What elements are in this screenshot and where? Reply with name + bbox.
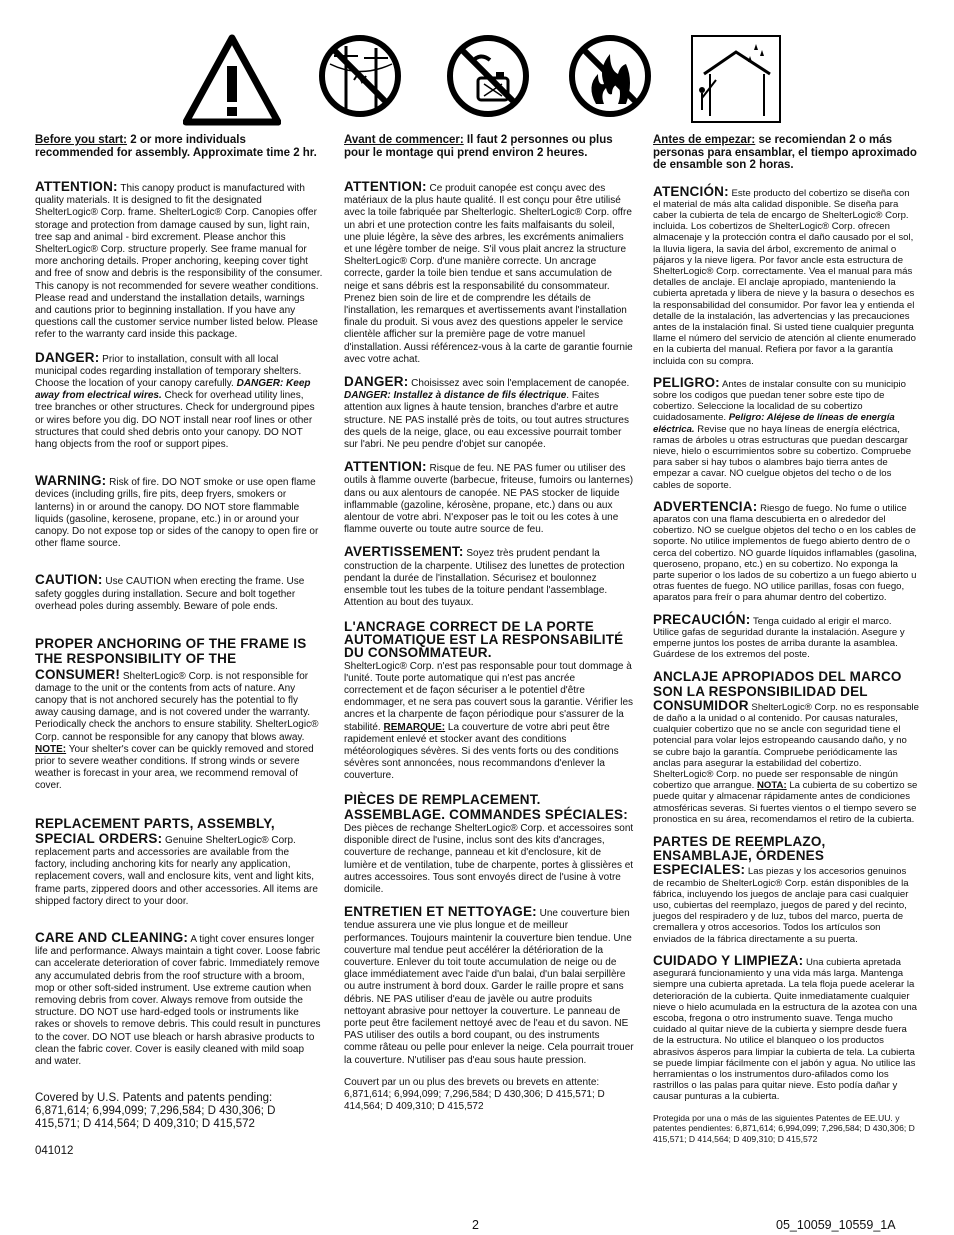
caution-section: CAUTION: Use CAUTION when erecting the frame. Use safety goggles during installation. Secure and bolt together overhead poles during assembly. Beware of pole ends. xyxy=(35,572,305,612)
safety-icons-row xyxy=(0,34,954,134)
attention-section: ATTENTION: This canopy product is manufactured with quality materials. It is designed to fit the designated ShelterLogic® Corp. frame. ShelterLogic® Corp. Canopies offer storage and protection from damage caused by sun, light rain, tree sap and animal - bird excrement. Please anchor this ShelterLogic® Corp. structure properly. See frame manual for more anchoring details. Proper anchoring, keeping cover tight and free of snow and debris is the responsibility of the consumer. This canopy is not recommended for severe weather conditions. Please read and understand the installation details, warnings and cautions prior to beginning installation. If you have any questions call the customer service number listed below. Please refer to the warranty card inside this package. xyxy=(35,179,323,341)
care-section-fr: ENTRETIEN ET NETTOYAGE: Une couverture bien tendue assurera une vie plus longue et de meilleur performances. Toujours maintenir la couverture bien tendue. Une couverture mal tendue peut accélérer la détérioration de la couverture. Enlever du toit toute accumulation de neige ou de glace immédiatement avec l'aide d'un balai, d'un balai serpillère ou autre instrument à bord doux. Garder le raille propre et sans débris. NE PAS utiliser d'eau de javèle ou autre produits nettoyant abrasive pour nettoyer la couverture. Le panneau de porte peut être facilement nettoyé avec de l'eau et du savon. NE PAS utiliser des outils a bord coupant, ou des instruments comme râteau ou pelle pour enlever la neige. Cela pourrait trouer la couverture. N'utiliser pas d'eau sous haute pression. xyxy=(344,904,634,1066)
document-code: 05_10059_10559_1A xyxy=(776,1218,896,1232)
replacement-parts-section: REPLACEMENT PARTS, ASSEMBLY, SPECIAL ORDERS: Genuine ShelterLogic® Corp. replacement parts and accessories are available from the factory, including anchoring kits for nearly any application, replacement covers, wall and enclosure kits, vent and light kits, frame parts, zippered doors and other accessories. All items are shipped factory direct to your door. xyxy=(35,815,318,907)
anchoring-section-fr: L'ANCRAGE CORRECT DE LA PORTE AUTOMATIQUE EST LA RESPONSABILITÉ DU CONSOMMATEUR. ShelterLogic® Corp. n'est pas responsable pour tout dommage à l'unité. Toute porte automatique qui n'est pas ancrée correctement et de façon sécuriser a le potentiel d'être endommager, et ne sera pas couvert sous la garantie. Vérifier les ancres et la charpente de façon périodique pour s'assurer de la stabilité. REMARQUE: La couverture de votre abri peut être rapidement enlevé et stocker avant des conditions météorologiques sévères. Si des vents forts ou des conditions sévères sont annoncées, nous recommandons d'enlever la couverture. xyxy=(344,618,634,782)
french-column xyxy=(344,134,634,1123)
snow-removal-icon xyxy=(690,34,782,124)
danger-section: DANGER: Prior to installation, consult with all local municipal codes regarding installation of temporary shelters. Choose the location of your canopy carefully. DANGER: Keep away from electrical wires. Check for overhead utility lines, tree branches or other structures. Check for underground pipes or wires before you dig. DO NOT install near roof lines or other structures that could shed debris onto your canopy. DO NOT hang objects from the roof or support pipes. xyxy=(35,349,315,451)
intro-fr: Avant de commencer: Il faut 2 personnes ou plus pour le montage qui prend environ 2 heures. xyxy=(344,134,613,159)
care-section: CARE AND CLEANING: A tight cover ensures longer life and performance. Always maintain a tight cover. Loose fabric can accelerate deterioration of cover fabric. Immediately remove any accumulated debris from the roof structure with a broom, mop or other soft-sided instrument. Use extreme caution when removing debris from cover. Always remove from outside the structure. DO NOT use hard-edged tools or instruments like rakes or shovels to remove debris. This could result in punctures to the cover. DO NOT use bleach or harsh abrasive products to clean the fabric cover. Cover is easily cleaned with mild soap and water. xyxy=(35,929,321,1067)
page-number: 2 xyxy=(472,1218,479,1232)
patents-fr: Couvert par un ou plus des brevets ou brevets en attente: 6,871,614; 6,994,099; 7,296,584; D 430,306; D 415,571; D 414,564; D 409,310; D 415,572 xyxy=(344,1076,605,1113)
advertencia-section: ADVERTENCIA: Riesgo de fuego. No fume o utilice aparatos con una flama descubierta en o alrededor del cobertizo. NO se cuelgue objetos del techo o en los cables de soporte. No utilice implementos de fuego abierto dentro de o cerca del cobertizo. NO guarde líquidos inflamables (gasolina, queroseno, propano, etc.) en su cobertizo. No exponga la parte superior o los lados de su cobertizo a un fuego abierto u otras fuentes de fuego. NO utilice parillas, fosas con fuego, aparatos para freír o para ahumar dentro del cobertizo. xyxy=(653,498,917,604)
danger-section-fr: DANGER: Choisissez avec soin l'emplacement de canopée. DANGER: Installez à distance de fils électrique. Faites attention aux lignes à haute tension, branches d'arbre et autre structure. NE PAS installé près de toits, ou tout autres structures des quels de la neige, glace, ou eau excessive pourrait tomber sur l'abri. Ne peu pendre d'objet sur canopée. xyxy=(344,374,630,451)
anchoring-section: PROPER ANCHORING OF THE FRAME IS THE RESPONSIBILITY OF THE CONSUMER! ShelterLogic® Corp. is not responsible for damage to the unit or the contents from acts of nature. Any canopy that is not anchored securely has the potential to fly away causing damage, and is not covered under the warranty. Periodically check the anchors to ensure stability. ShelterLogic® Corp. cannot be responsible for any canopy that blows away. NOTE: Your shelter's cover can be quickly removed and stored prior to severe weather conditions. If strong winds or severe weather is forecast in your area, we recommend removal of cover. xyxy=(35,636,319,792)
avertissement-section: AVERTISSEMENT: Soyez très prudent pendant la construction de la charpente. Utilisez des lunettes de protection pendant la durée de l'installation. Sécurisez et boulonnez ensemble tout les tubes de la toiture pendant l'assemblage. Attention au bout des tuyaux. xyxy=(344,544,625,609)
no-fire-icon xyxy=(568,34,652,118)
no-power-lines-icon xyxy=(318,34,402,118)
fire-section-fr: ATTENTION: Risque de feu. NE PAS fumer ou utiliser des outils à flamme ouverte (barbecue, friteuse, fumoirs ou lanternes) dans ou aux alentours de canopée. NE PAS stocker de liquide inflammable (gazoline, kérosène, propane, etc.) dans ou aux alentour de votre abri. N'exposer pas le toit ou les cotes à une flamme ouverte ou toute autre source de feu. xyxy=(344,459,634,536)
spanish-column xyxy=(653,134,919,1154)
intro-es: Antes de empezar: se recomiendan 2 o más personas para ensamblar, el tiempo aproximado de ensamble son 2 horas. xyxy=(653,134,917,171)
attention-section-fr: ATTENTION: Ce produit canopée est conçu avec des matériaux de la plus haute qualité. Il est conçu pour être utilisé avec la toile fabriquée par Shelterlogic. ShelterLogic® Corp. offre un abri et une protection contre les faits malfaisants du soleil, une pluie légère, la sève des arbres, les excréments animaliers et une légère tomber de neige. S'il vous plait ancrez la structure ShelterLogic® Corp. d'une manière correcte. Un ancrage correcte, garder la toile bien tendue et sans accumulation de neige et sans débris est la responsabilité du consommateur. Prenez bien soin de lire et de comprendre les détails de l'installation, les remarques et avertissements avant l'installation finale du produit. Si vous avez des questions appeler le service clientèle afficher sur la première page de votre manuel d'installation. Aussi référencez-vous à la carte de garantie fournie avec votre achat. xyxy=(344,179,633,365)
peligro-section: PELIGRO: Antes de instalar consulte con su municipio sobre los codigos que puedan tener sobre este tipo de cobertizo. Seleccione la localidad de su cobertizo cuidadosamente. Peligro: Aléjese de líneas de energía eléctrica. Revise que no haya líneas de energía eléctrica, ramas de árboles u otras estructuras que puedan descargar nieve, hielo o escurrimientos sobre su cobertizo. Compruebe para saber si hay tubos o alambres bajo tierra antes de empezar a cavar. NO cuelgue objetos del techo o de los cables de soporte. xyxy=(653,374,912,491)
no-flammable-liquids-icon xyxy=(446,34,530,118)
english-column xyxy=(35,134,323,1167)
warning-section: WARNING: Risk of fire. DO NOT smoke or use open flame devices (including grills, fire pits, deep fryers, smokers or lanterns) in or around the canopy. DO NOT store flammable liquids (gasoline, kerosene, propane, etc.) in or around your canopy. Do not expose top or sides of the canopy to open fire or other flame source. xyxy=(35,473,319,550)
intro-en: Before you start: 2 or more individuals recommended for assembly. Approximate time 2 hr. xyxy=(35,134,317,159)
patents-es: Protegida por una o más de las siguientes Patentes de EE.UU. y patentes pendientes: 6,871,614; 6,994,099; 7,296,584; D 430,306; D 415,571; D 414,564; D 409,310; D 415,572 xyxy=(653,1112,915,1144)
replacement-parts-section-es: PARTES DE REEMPLAZO, ENSAMBLAJE, ÓRDENES ESPECIALES: Las piezas y los accesorios genuinos de recambio de ShelterLogic® Corp. están disponibles de la fábrica, incluyendo los juegos de anclaje para casi cualquier uso, cubiertas del reemplazo, juegos de pared y del recinto, juegos del respiradero y de luz, tubos del marco, puerta de cremallera y otros accesorios. Todos los artículos son enviados de la fábrica directamente a su puerta. xyxy=(653,834,909,945)
anchoring-section-es: ANCLAJE APROPIADOS DEL MARCO SON LA RESPONSIBILIDAD DEL CONSUMIDOR ShelterLogic® Corp. no es responsable de daño a la unidad o al contenido. Por causas naturales, cualquier cobertizo que no se ancle con seguridad tiene el potencial para volar lejos estropeando causando daño, y no se cubre bajo la garantía. Compruebe periódicamente las anclas para asegurar la estabilidad del cobertizo. ShelterLogic® Corp. no puede ser responsable de ningún cobertizo que arrangue. NOTA: La cubierta de su cobertizo se puede quitar y almacenar rápidamente antes de condiciones atmosféricas severas. Si fuertes vientos o el tiempo severo se pronostica en su área, recomendamos el retiro de la cubierta. xyxy=(653,669,920,825)
care-section-es: CUIDADO Y LIMPIEZA: Una cubierta apretada asegurará funcionamiento y una vida más larga. Mantenga siempre una cubierta apretada. La tela floja puede acelerar la deterioración de la cubierta. Quite inmediatamente cualquier nieve o hielo acumulada en la estructura de la azotea con una escoba, fregona o otro instrumento suave. Tenga mucho cuidado al quitar nieve de la cubierta y siempre desde fuera de la estructura. No utilice el blanqueo o los productos abrasivos ásperos para limpiar la cubierta de tela. La cubierta se puede limpiar fácilmente con el jabón y agua. No utilice las herramientas o los instrumentos duro-afilados como los rastrillos o las palas para quitar nieve. Esto podía dañar y causar punturas a la cubierta. xyxy=(653,952,918,1103)
precaucion-section: PRECAUCIÓN: Tenga cuidado al erigir el marco. Utilice gafas de seguridad durante la instalación. Asegure y emperne juntos los postes de arriba durante la asamblea. Guárdese de los extremos del poste. xyxy=(653,611,905,661)
patents-en: Covered by U.S. Patents and patents pending: 6,871,614; 6,994,099; 7,296,584; D 430,306; D 415,571; D 414,564; D 409,310; D 415,572 xyxy=(35,1092,276,1131)
atencion-section: ATENCIÓN: Este producto del cobertizo se diseña con el material de más alta calidad disponible. Se diseña para caber la cubierta de tela de encargo de ShelterLogic® Corp. incluida. Los cobertizos de ShelterLogic® Corp. ofrecen almacenaje y la protección contra el daño causado por el sol, la lluvia ligera, la savia del árbol, excremento de animal o pájaros y la nieve ligera. Por favor ancle esta estructura de ShelterLogic® Corp. correctamente. Vea el manual para más detalles de anclaje. El anclaje apropiado, manteniendo la cubierta apretada y libera de nieve y la basura o desechos es la responsabilidad del consumidor. Por favor lea y entienda el detalle de la instalación, las advertencias y las precauciones antes de la instalación final. Si usted tiene cualquier pregunta llame el número del servicio de atención al cliente enumerado en la cubierta del manual. Refiera por favor a la garantía incluida con su compra. xyxy=(653,183,916,367)
doc-date-code: 041012 xyxy=(35,1145,74,1158)
warning-triangle-icon xyxy=(183,34,281,126)
replacement-parts-section-fr: PIÈCES DE REMPLACEMENT. ASSEMBLAGE. COMMANDES SPÉCIALES: Des pièces de rechange ShelterLogic® Corp. et accessoires sont disponible direct de l'usine, inclus sont des kits d'ancrages, couverture de rechange, panneau et kit d'enclosure, kit de lumière et de ventilation, tube de charpente, portes à glissières et autres accessoires. Tous sont envoyés direct de l'usine à votre domicile. xyxy=(344,791,634,895)
